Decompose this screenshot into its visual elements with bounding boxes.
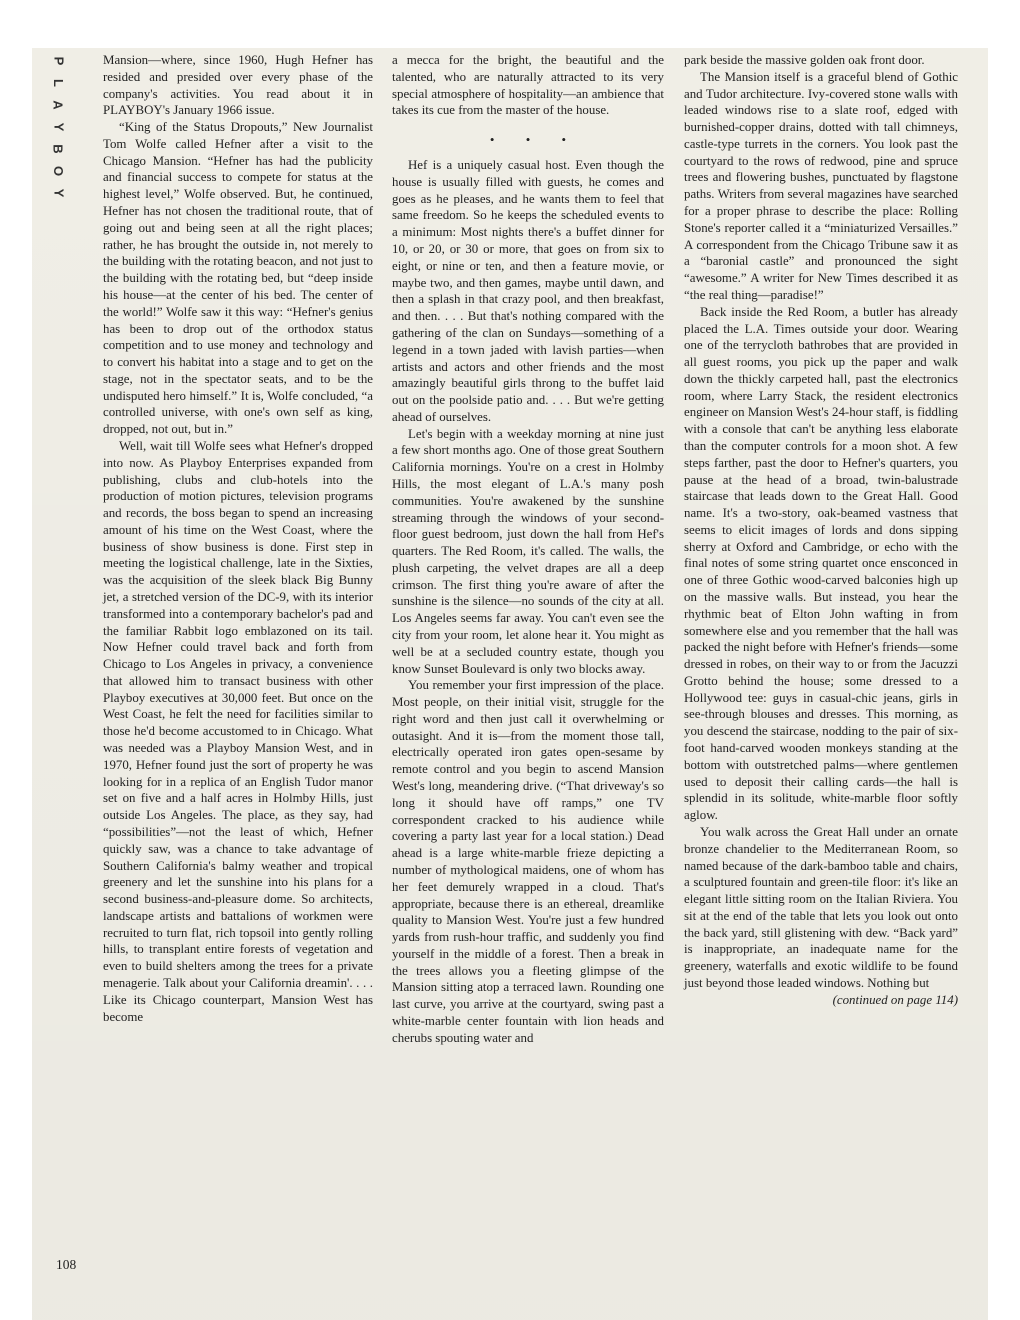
brand-letter: P <box>50 56 66 66</box>
article-paragraph: “King of the Status Dropouts,” New Journalist Tom Wolfe called Hefner after a visit to the Chicago Mansion. “Hefner has had the publicity and financial success to compete for status at the highest level,” Wolfe observed. But, he continued, Hefner has not chosen the traditional route, that of going out and being seen at all the right places; rather, he has brought the outside in, not merely to the building with the rotating beacon, and not just to the building with the rotating bed, but “deep inside his house—at the center of his bed. The center of the world!” Wolfe saw it this way: “Hefner's genius has been to drop out of the orthodox status competition and to use money and technology and to convert his habitat into a stage and to get on the stage, not in the spectator seats, and to be the undisputed hero himself.” It is, Wolfe concluded, “a controlled universe, with one's own self as king, dropped, not out, but in.” <box>103 120 373 437</box>
article-paragraph: You walk across the Great Hall under an ornate bronze chandelier to the Mediterranean Room, so named because of the dark-bamboo table and chairs, a sculptured fountain and green-tile floor: it's like an elegant little sitting room on the Italian Riviera. You sit at the end of the table that lets you look out onto the back yard, still glistening with dew. “Back yard” is inappropriate, an inadequate name for the greenery, waterfalls and exotic wildlife to be found just beyond those leaded windows. Nothing but <box>684 824 958 990</box>
brand-letter: B <box>50 144 66 154</box>
article-column-2 <box>392 52 664 1047</box>
section-separator: • • • <box>489 132 581 148</box>
brand-letter: Y <box>50 188 66 198</box>
article-paragraph: The Mansion itself is a graceful blend of Gothic and Tudor architecture. Ivy-covered stone walls with leaded windows rise to a slate roof, edged with burnished-copper drains, dotted with tall chimneys, castle-type turrets in the corners. You look past the courtyard to the rows of redwood, pine and spruce trees and flowering bushes, punctuated by flagstone paths. Writers from several magazines have searched for a proper phrase to describe the place: Rolling Stone's reporter called it a “miniaturized Versailles.” A correspondent from the Chicago Tribune saw it as a “baronial castle” and pronounced the sight “awesome.” A writer for New Times described it as “the real thing—paradise!” <box>684 69 958 302</box>
article-column-1 <box>103 52 373 1025</box>
brand-letter: A <box>50 100 66 110</box>
article-paragraph: park beside the massive golden oak front door. <box>684 53 925 67</box>
article-paragraph: Mansion—where, since 1960, Hugh Hefner has resided and presided over every phase of the company's activities. You read about it in PLAYBOY's January 1966 issue. <box>103 53 373 118</box>
brand-letter: Y <box>50 122 66 132</box>
continued-note: (continued on page 114) <box>832 992 958 1007</box>
article-column-3 <box>684 52 958 1009</box>
page-number: 108 <box>56 1257 77 1272</box>
article-paragraph: Let's begin with a weekday morning at nine just a few short months ago. One of those great Southern California mornings. You're on a crest in Holmby Hills, the most elegant of L.A.'s many posh communities. You're awakened by the sunshine streaming through the windows of your second-floor guest bedroom, just down the hall from Hef's quarters. The Red Room, it's called. The walls, the plush carpeting, the velvet drapes are all a deep crimson. The first thing you're aware of after the sunshine is the silence—no sounds of the city at all. Los Angeles seems far away. You can't even see the city from your room, let alone hear it. You might as well be at a secluded country estate, though you know Sunset Boulevard is only two blocks away. <box>392 426 664 676</box>
article-paragraph: a mecca for the bright, the beautiful and the talented, who are naturally attracted to its very special atmosphere of hospitality—an ambience that takes its cue from the master of the house. <box>392 53 664 118</box>
article-paragraph: Well, wait till Wolfe sees what Hefner's dropped into now. As Playboy Enterprises expanded from publishing, clubs and club-hotels into the production of motion pictures, television programs and records, the boss began to spend an increasing amount of his time on the West Coast, where the business of show business is done. First step in meeting the logistical challenge, late in the Sixties, was the acquisition of the sleek black Big Bunny jet, a stretched version of the DC-9, with its interior transformed into a contemporary bachelor's pad and the familiar Rabbit logo emblazoned on its tail. Now Hefner could travel back and forth from Chicago to Los Angeles in privacy, a convenience that allowed him to transact business with other Playboy executives at 30,000 feet. But once on the West Coast, he felt the need for facilities similar to those he'd become accustomed to in Chicago. What was needed was a Playboy Mansion West, and in 1970, Hefner found just the sort of property he was looking for in a replica of an English Tudor manor set on five and a half acres in Holmby Hills, just outside Los Angeles. The place, as they say, had “possibilities”—not the least of which, Hefner quickly saw, was a chance to take advantage of Southern California's balmy weather and tropical greenery and let the sunshine into his plans for a second business-and-pleasure dome. So architects, landscape artists and battalions of workmen were recruited to turn flat, rich topsoil into gently rolling hills, to transplant entire forests of vegetation and even to build shelters among the trees for a private menagerie. Talk about your California dreamin'. . . . Like its Chicago counterpart, Mansion West has become <box>103 438 373 1024</box>
brand-letter: O <box>51 165 66 177</box>
article-paragraph: Hef is a uniquely casual host. Even though the house is usually filled with guests, he comes and goes as he pleases, and he wants them to feel that same freedom. So he keeps the scheduled events to a minimum: Most nights there's a buffet dinner for 10, or 20, or 30 or more, that goes on from six to eight, or nine or ten, and then a feature movie, or maybe two, and then games, maybe until dawn, and then a splash in that crazy pool, and then breakfast, and then. . . . But that's nothing compared with the gathering of the clan on Sundays—something of a legend in a town jaded with lavish parties—when artists and actors and other friends and the most amazingly beautiful girls throng to the buffet laid out on the poolside patio and. . . . But we're getting ahead of ourselves. <box>392 158 664 424</box>
brand-letter: L <box>50 79 66 87</box>
article-paragraph: You remember your first impression of the place. Most people, on their initial visit, struggle for the right word and then just call it overwhelming or outasight. And it is—from the moment those tall, electrically operated iron gates open-sesame by remote control and you begin to ascend Mansion West's long, meandering drive. (“That driveway's so long it should have off ramps,” one TV correspondent cracked to his audience while covering a party last year for a local station.) Dead ahead is a large white-marble frieze depicting a number of mythological maidens, one of whom has her feet demurely wrapped in a cloud. That's appropriate, because there is an ethereal, dreamlike quality to Mansion West. You're just a few hundred yards from rush-hour traffic, and suddenly you find yourself in the middle of a forest. Then a break in the trees allows you a fleeting glimpse of the Mansion sitting atop a terraced lawn. Rounding one last curve, you arrive at the courtyard, swing past a white-marble center fountain with lion heads and cherubs spouting water and <box>392 678 664 1045</box>
article-paragraph: Back inside the Red Room, a butler has already placed the L.A. Times outside your door. Wearing one of the terrycloth bathrobes that are provided in all guest rooms, you pick up the paper and walk down the thickly carpeted hall, past the electronics room, where Larry Stack, the resident electronics engineer on Mansion West's 24-hour staff, is fiddling with a console that can't be anything less elaborate than the computer controls for a moon shot. A few steps farther, past the door to Hefner's quarters, you pause at the head of a broad, twin-balustrade staircase that leads down to the Great Hall. Good name. It's a two-story, oak-beamed vastness that seems to elicit images of lords and dons sipping sherry at Oxford and Cambridge, or echo with the final notes of some string quartet once ensconced in one of three Gothic wood-carved balconies high up on the massive walls. But instead, you hear the rhythmic beat of Elton John wafting in from somewhere else and you remember that the hall was packed the night before with Hefner's friends—some dressed in robes, on their way to or from the Jacuzzi Grotto behind the house; some dressed to a Hollywood tee: guys in casual-chic jeans, girls in see-through blouses and dresses. This morning, as you descend the staircase, nodding to the pair of six-foot hand-carved wooden monkeys standing at the bottom with outstretched palms—where gentlemen used to deposit their calling cards—the hall is splendid in its solitude, white-marble floor softly aglow. <box>684 304 958 823</box>
magazine-brand-vertical <box>48 50 68 204</box>
